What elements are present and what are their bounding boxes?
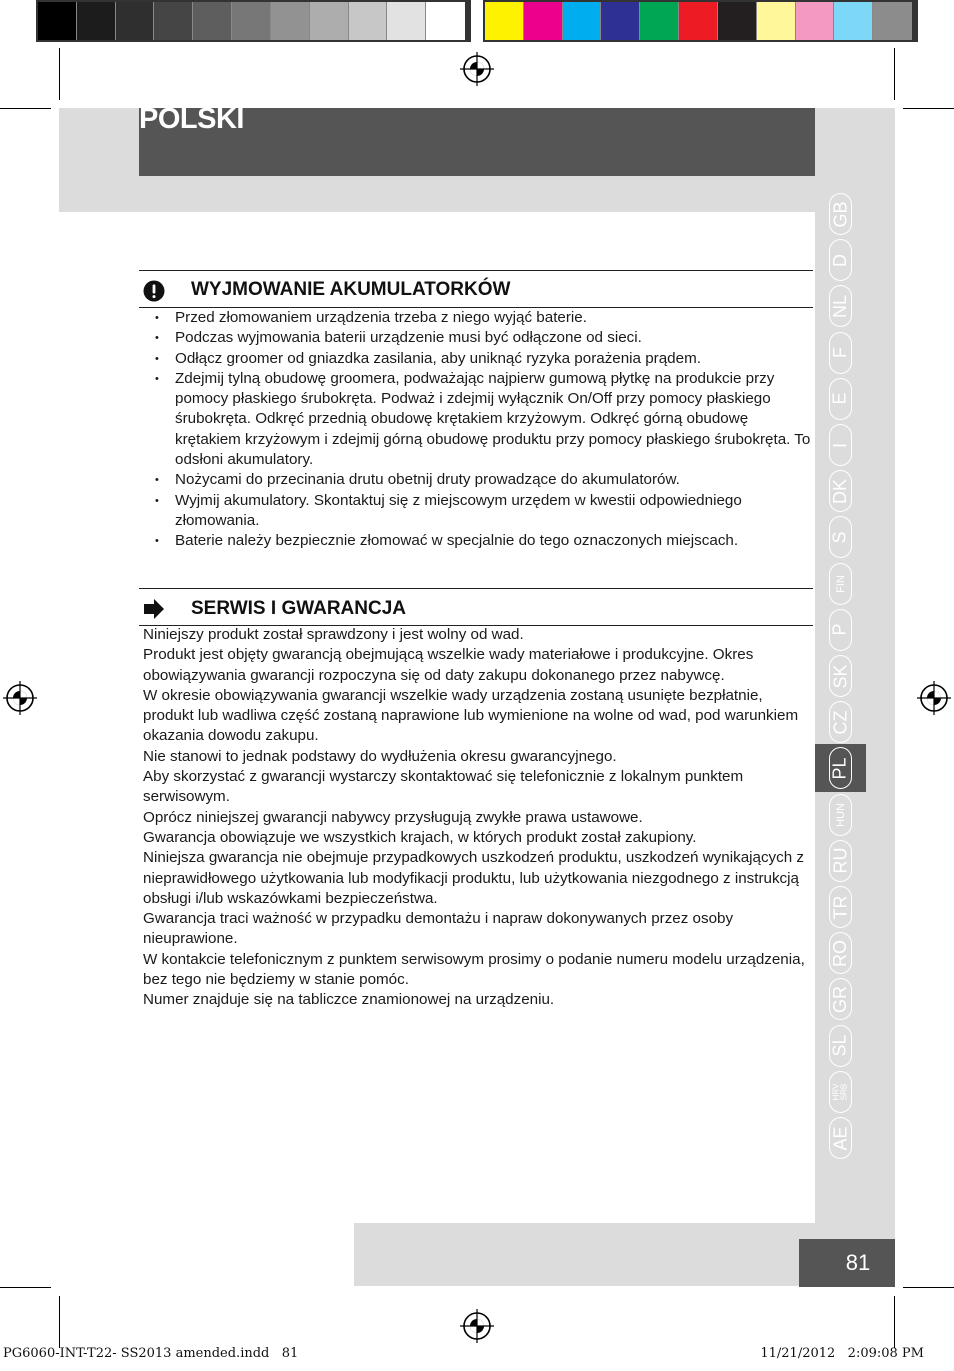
language-tab-ru[interactable] [815, 837, 866, 885]
language-tab-fin[interactable] [815, 560, 866, 608]
language-code: F [830, 347, 850, 359]
language-code: DK [830, 478, 851, 504]
language-code: CZ [830, 710, 850, 735]
color-swatch [563, 2, 602, 40]
language-tab-outline [829, 1071, 852, 1113]
crop-mark [894, 1296, 895, 1348]
language-tab-gb[interactable] [815, 190, 866, 238]
language-code: GR [830, 985, 850, 1013]
language-tab-sl[interactable] [815, 1022, 866, 1070]
paragraph: Gwarancja obowiązuje we wszystkich krajach, w których produkt został zakupiony. [143, 828, 697, 846]
language-tab-sk[interactable] [815, 652, 866, 700]
color-swatch [718, 2, 757, 40]
registration-mark-icon [460, 52, 494, 86]
registration-mark-icon [3, 681, 37, 715]
color-swatch [154, 2, 193, 40]
language-tab-outline [829, 794, 852, 836]
color-swatch [485, 2, 524, 40]
paragraph: W okresie obowiązywania gwarancji wszelkie wady urządzenia zostaną usunięte bezpłatnie, produkt lub wadliwa część zostaną naprawione lub wymienione na wolne od wad, pod warunkiem okazania dowodu zakupu. [143, 686, 799, 745]
paragraph: Nie stanowi to jednak podstawy do wydłużenia okresu gwarancyjnego. [143, 747, 617, 765]
language-tab-ro[interactable] [815, 929, 866, 977]
color-swatch [349, 2, 388, 40]
color-swatch [193, 2, 232, 40]
grayscale-color-bar [36, 0, 471, 42]
paragraph: Produkt jest objęty gwarancją obejmującą wszelkie wady materiałowe i produkcyjne. Okres obowiązywania gwarancji rozpoczyna się od daty zakupu dokonanego przez nabywcę. [143, 646, 754, 684]
crop-mark [894, 48, 895, 100]
language-code: E [829, 392, 850, 405]
language-code: D [830, 253, 850, 267]
language-code: NL [830, 294, 851, 318]
language-tab-outline [829, 840, 852, 882]
section-title-battery-removal: WYJMOWANIE AKUMULATORKÓW [191, 279, 511, 300]
color-swatch [271, 2, 310, 40]
color-swatch [679, 2, 718, 40]
language-tab-nl[interactable] [815, 282, 866, 330]
section-rule [139, 270, 813, 271]
language-tab-outline [829, 701, 852, 743]
language-tab-pl[interactable] [815, 744, 866, 792]
paragraph: W kontakcie telefonicznym z punktem serwisowym prosimy o podanie numeru modelu urządzenia, bez tego nie będziemy w stanie pomóc. [143, 950, 805, 989]
list-item: • Zdejmij tylną obudowę groomera, podważając najpierw gumową płytkę na produkcie przy pomocy płaskiego śrubokręta. Podważ i zdejmij wyłącznik On/Off przy pomocy płaskiego śrubokręta. Odkręć przednią obudowę krętakiem krzyżowym. Odkręć górną obudowę krętakiem krzyżowym i zdejmij górną obudowę produktu przy pomocy płaskiego śrubokręta. To odsłoni akumulatory. [139, 369, 813, 470]
crop-mark [903, 1287, 954, 1288]
language-code: HUN [834, 802, 847, 827]
section-title-service-warranty: SERWIS I GWARANCJA [191, 598, 407, 619]
language-tab-outline [829, 978, 852, 1020]
list-item: • Baterie należy bezpiecznie złomować w specjalnie do tego oznaczonych miejscach. [139, 531, 813, 551]
page-title: POLSKI [139, 103, 244, 135]
section-rule [139, 588, 813, 589]
language-tab-p[interactable] [815, 606, 866, 654]
language-code: RO [830, 939, 850, 967]
language-code: SL [830, 1034, 850, 1057]
color-swatch [757, 2, 796, 40]
color-swatch [796, 2, 835, 40]
language-tab-s[interactable] [815, 513, 866, 561]
slug-file-info: PG6060-INT-T22- SS2013 amended.indd 81 [3, 1346, 299, 1361]
language-code: AE [830, 1125, 851, 1151]
color-swatch [834, 2, 873, 40]
color-swatch [601, 2, 640, 40]
paragraph: Numer znajduje się na tabliczce znamionowej na urządzeniu. [143, 991, 555, 1009]
color-swatch [310, 2, 349, 40]
crop-mark [0, 1287, 51, 1288]
registration-mark-icon [460, 1309, 494, 1343]
list-item: • Wyjmij akumulatory. Skontaktuj się z miejscowym urzędem w kwestii odpowiedniego złomowania. [139, 491, 813, 532]
battery-removal-list [139, 308, 813, 552]
language-tab-gr[interactable] [815, 975, 866, 1023]
language-code: SK [830, 663, 851, 689]
warranty-text [143, 625, 813, 1011]
paragraph: Oprócz niniejszej gwarancji nabywcy przysługują zwykłe prawa ustawowe. [143, 808, 643, 826]
paragraph: Aby skorzystać z gwarancji wystarczy skontaktować się telefonicznie z lokalnym punktem serwisowym. [143, 768, 744, 806]
list-item: • Nożycami do przecinania drutu obetnij druty prowadzące do akumulatorów. [139, 470, 813, 490]
language-code: FIN [834, 574, 847, 593]
color-swatch [524, 2, 563, 40]
list-item: • Podczas wyjmowania baterii urządzenie musi być odłączone od sieci. [139, 328, 813, 348]
color-swatch [116, 2, 155, 40]
language-code: P [829, 623, 850, 636]
paragraph: Niniejszy produkt został sprawdzony i jest wolny od wad. [143, 626, 524, 643]
page-number: 81 [799, 1239, 895, 1287]
crop-mark [59, 48, 60, 100]
crop-mark [0, 108, 51, 109]
language-tab-f[interactable] [815, 329, 866, 377]
language-tab-outline [829, 886, 852, 928]
language-tab-e[interactable] [815, 375, 866, 423]
language-tab-outline [829, 239, 852, 281]
language-tab-outline [829, 332, 852, 374]
color-swatch [426, 2, 465, 40]
process-color-bar [483, 0, 918, 42]
language-tab-cz[interactable] [815, 698, 866, 746]
language-code: HRV SRB [831, 1083, 849, 1101]
language-tab-i[interactable] [815, 421, 866, 469]
crop-mark [59, 1296, 60, 1348]
language-tab-hrv-srb[interactable] [815, 1068, 866, 1116]
language-tab-outline [829, 378, 852, 420]
language-tab-hun[interactable] [815, 791, 866, 839]
language-code: GB [830, 200, 851, 228]
registration-mark-icon [917, 681, 951, 715]
language-tab-outline [829, 609, 852, 651]
color-swatch [77, 2, 116, 40]
language-code: RU [830, 847, 850, 874]
language-code: I [829, 442, 850, 448]
color-swatch [873, 2, 912, 40]
color-swatch [387, 2, 426, 40]
language-tab-dk[interactable] [815, 467, 866, 515]
language-tab-outline [829, 932, 852, 974]
language-tab-ae[interactable] [815, 1114, 866, 1162]
language-tab-outline [829, 1117, 852, 1159]
color-swatch [232, 2, 271, 40]
language-code: TR [830, 895, 850, 919]
language-tab-outline [829, 285, 852, 327]
list-item: • Przed złomowaniem urządzenia trzeba z niego wyjąć baterie. [139, 308, 813, 328]
language-tab-outline [829, 747, 852, 789]
language-tab-outline [829, 563, 852, 605]
crop-mark [903, 108, 954, 109]
language-code: PL [830, 757, 850, 780]
language-tab-d[interactable] [815, 236, 866, 284]
color-swatch [38, 2, 77, 40]
paragraph: Gwarancja traci ważność w przypadku demontażu i napraw dokonywanych przez osoby nieuprawione. [143, 910, 734, 948]
arrow-icon [143, 598, 165, 620]
language-tab-outline [829, 655, 852, 697]
language-code: S [829, 531, 850, 544]
warning-icon [143, 280, 165, 302]
language-tab-tr[interactable] [815, 883, 866, 931]
language-tab-outline [829, 470, 852, 512]
list-item: • Odłącz groomer od gniazdka zasilania, aby uniknąć ryzyka porażenia prądem. [139, 349, 813, 369]
language-tab-outline [829, 1025, 852, 1067]
slug-timestamp: 11/21/2012 2:09:08 PM [760, 1346, 924, 1361]
language-tab-outline [829, 516, 852, 558]
language-tab-outline [829, 424, 852, 466]
paragraph: Niniejsza gwarancja nie obejmuje przypadkowych uszkodzeń produktu, uszkodzeń wynikających z nieprawidłowego użytkowania lub modyfikacji produktu, lub użytkowania niezgodnego z instrukcją obsługi i/lub wskazówkami bezpieczeństwa. [143, 849, 804, 907]
color-swatch [640, 2, 679, 40]
language-tab-outline [829, 193, 852, 235]
